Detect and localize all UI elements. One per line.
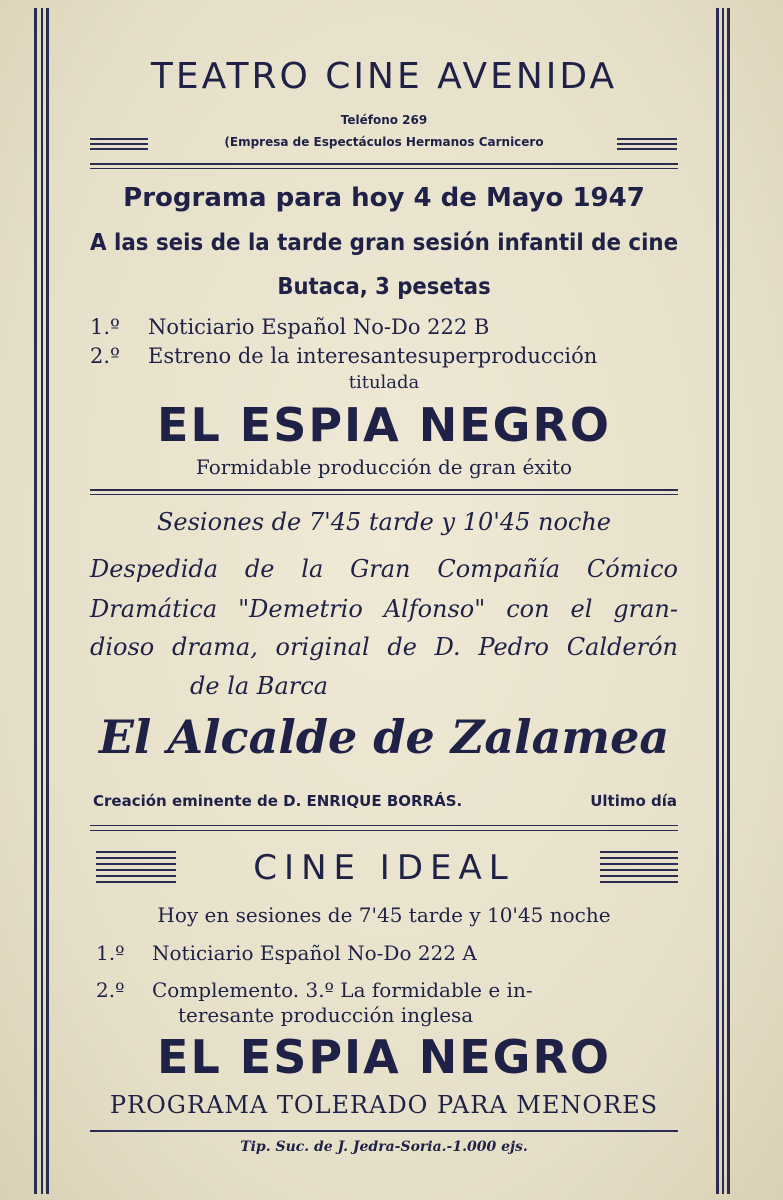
divider: [90, 494, 678, 495]
divider: [90, 168, 678, 169]
divider: [90, 489, 678, 491]
theatre-text-line: Despedida de la Gran Compañía Cómico: [90, 555, 678, 583]
theatre-sessions: Sesiones de 7'45 tarde y 10'45 noche: [156, 508, 612, 536]
lead-actor: Creación eminente de D. ENRIQUE BORRÁS.: [93, 792, 463, 810]
kids-session: A las seis de la tarde gran sesión infantil de cine: [90, 230, 679, 256]
theatre-text-line: de la Barca: [190, 672, 328, 700]
program-date: Programa para hoy 4 de Mayo 1947: [123, 183, 645, 213]
film-title: EL ESPIA NEGRO: [157, 1030, 611, 1084]
theatre-text-line: dioso drama, original de D. Pedro Calderón: [90, 633, 678, 661]
venue-company: (Empresa de Espectáculos Hermanos Carnicero: [224, 135, 544, 149]
last-day-notice: Ultimo día: [590, 792, 677, 810]
decorative-hatch: [617, 138, 677, 152]
decorative-hatch: [600, 851, 678, 885]
item-text-continuation: titulada: [348, 372, 420, 393]
item-number: 1.º: [90, 315, 120, 339]
divider: [90, 1130, 678, 1132]
venue-name: TEATRO CINE AVENIDA: [150, 56, 618, 97]
item-text: Complemento. 3.º La formidable e in-: [152, 978, 533, 1002]
divider: [90, 830, 678, 831]
play-title: El Alcalde de Zalamea: [98, 710, 670, 764]
venue-phone: Teléfono 269: [340, 113, 428, 127]
seat-price: Butaca, 3 pesetas: [277, 274, 491, 300]
left-border-rule: [34, 8, 58, 1194]
item-number: 2.º: [96, 978, 125, 1002]
right-border-rule: [716, 8, 740, 1194]
venue-name: CINE IDEAL: [253, 848, 515, 888]
film-title: EL ESPIA NEGRO: [157, 398, 611, 452]
divider: [90, 163, 678, 165]
theatre-text-line: Dramática "Demetrio Alfonso" con el gran-: [90, 595, 678, 623]
item-number: 1.º: [96, 941, 125, 965]
venue-sessions: Hoy en sesiones de 7'45 tarde y 10'45 noche: [157, 903, 611, 927]
item-text-continuation: teresante producción inglesa: [178, 1003, 474, 1027]
divider: [90, 825, 678, 826]
film-tagline: Formidable producción de gran éxito: [195, 455, 573, 479]
item-text: Estreno de la interesantesuperproducción: [148, 344, 598, 368]
item-text: Noticiario Español No-Do 222 A: [152, 941, 477, 965]
printer-credit: Tip. Suc. de J. Jedra-Soria.-1.000 ejs.: [240, 1139, 528, 1155]
item-number: 2.º: [90, 344, 120, 368]
item-text: Noticiario Español No-Do 222 B: [148, 315, 490, 339]
rating-note: PROGRAMA TOLERADO PARA MENORES: [109, 1091, 659, 1119]
